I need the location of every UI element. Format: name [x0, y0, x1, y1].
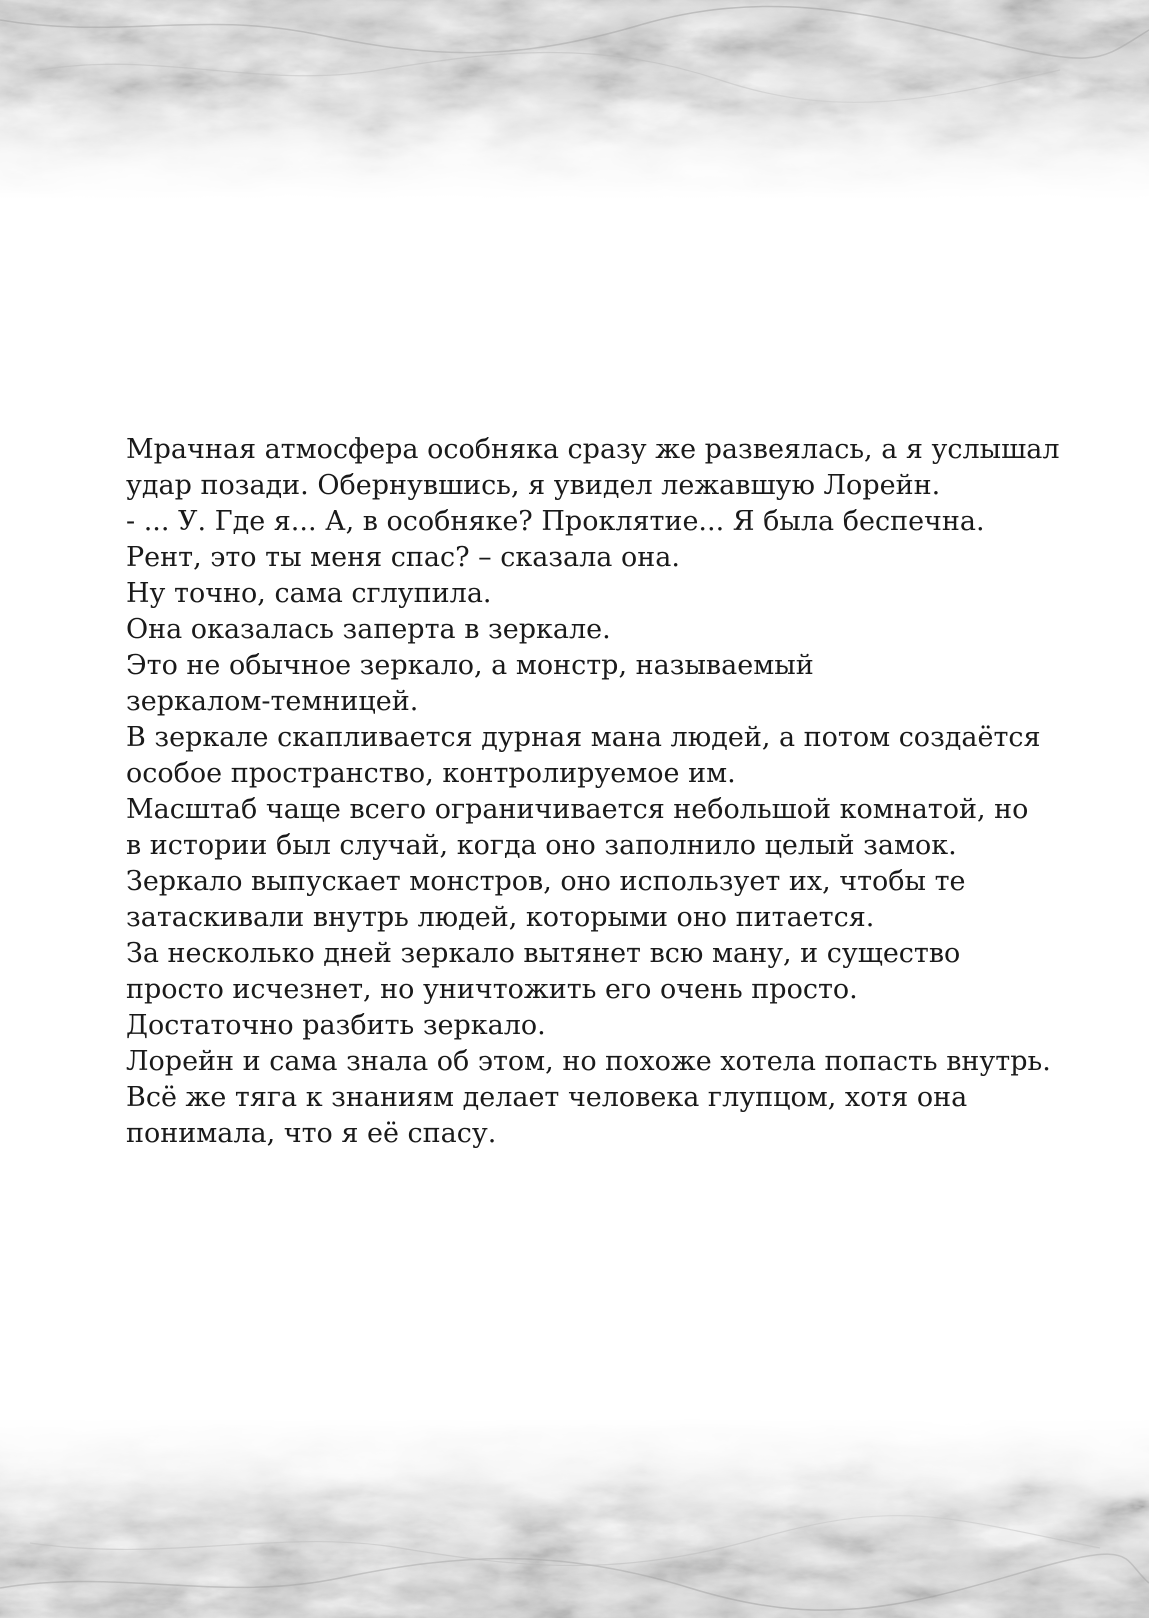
- text-line: Ну точно, сама сглупила.: [126, 578, 492, 609]
- text-line: Это не обычное зеркало, а монстр, называемый: [126, 650, 814, 681]
- marble-border-top: [0, 0, 1149, 200]
- text-line: Рент, это ты меня спас? – сказала она.: [126, 542, 680, 573]
- text-line: понимала, что я её спасу.: [126, 1118, 497, 1149]
- text-line: зеркалом-темницей.: [126, 686, 419, 717]
- text-line: Она оказалась заперта в зеркале.: [126, 614, 611, 645]
- text-line: Зеркало выпускает монстров, оно использует их, чтобы те: [126, 866, 966, 897]
- text-line: затаскивали внутрь людей, которыми оно питается.: [126, 902, 875, 933]
- text-line: За несколько дней зеркало вытянет всю ману, и существо: [126, 938, 961, 969]
- text-line: Достаточно разбить зеркало.: [126, 1010, 546, 1041]
- text-line: удар позади. Обернувшись, я увидел лежавшую Лорейн.: [126, 470, 941, 501]
- text-line: - ... У. Где я... А, в особняке? Проклятие... Я была беспечна.: [126, 506, 985, 537]
- story-text: [126, 432, 1060, 1152]
- text-line: Всё же тяга к знаниям делает человека глупцом, хотя она: [126, 1082, 968, 1113]
- text-line: Масштаб чаще всего ограничивается небольшой комнатой, но: [126, 794, 1029, 825]
- text-line: в истории был случай, когда оно заполнило целый замок.: [126, 830, 957, 861]
- text-line: Лорейн и сама знала об этом, но похоже хотела попасть внутрь.: [126, 1046, 1051, 1077]
- text-line: просто исчезнет, но уничтожить его очень просто.: [126, 974, 858, 1005]
- text-line: В зеркале скапливается дурная мана людей, а потом создаётся: [126, 722, 1041, 753]
- marble-border-bottom: [0, 1418, 1149, 1618]
- text-line: Мрачная атмосфера особняка сразу же развеялась, а я услышал: [126, 434, 1060, 465]
- text-line: особое пространство, контролируемое им.: [126, 758, 736, 789]
